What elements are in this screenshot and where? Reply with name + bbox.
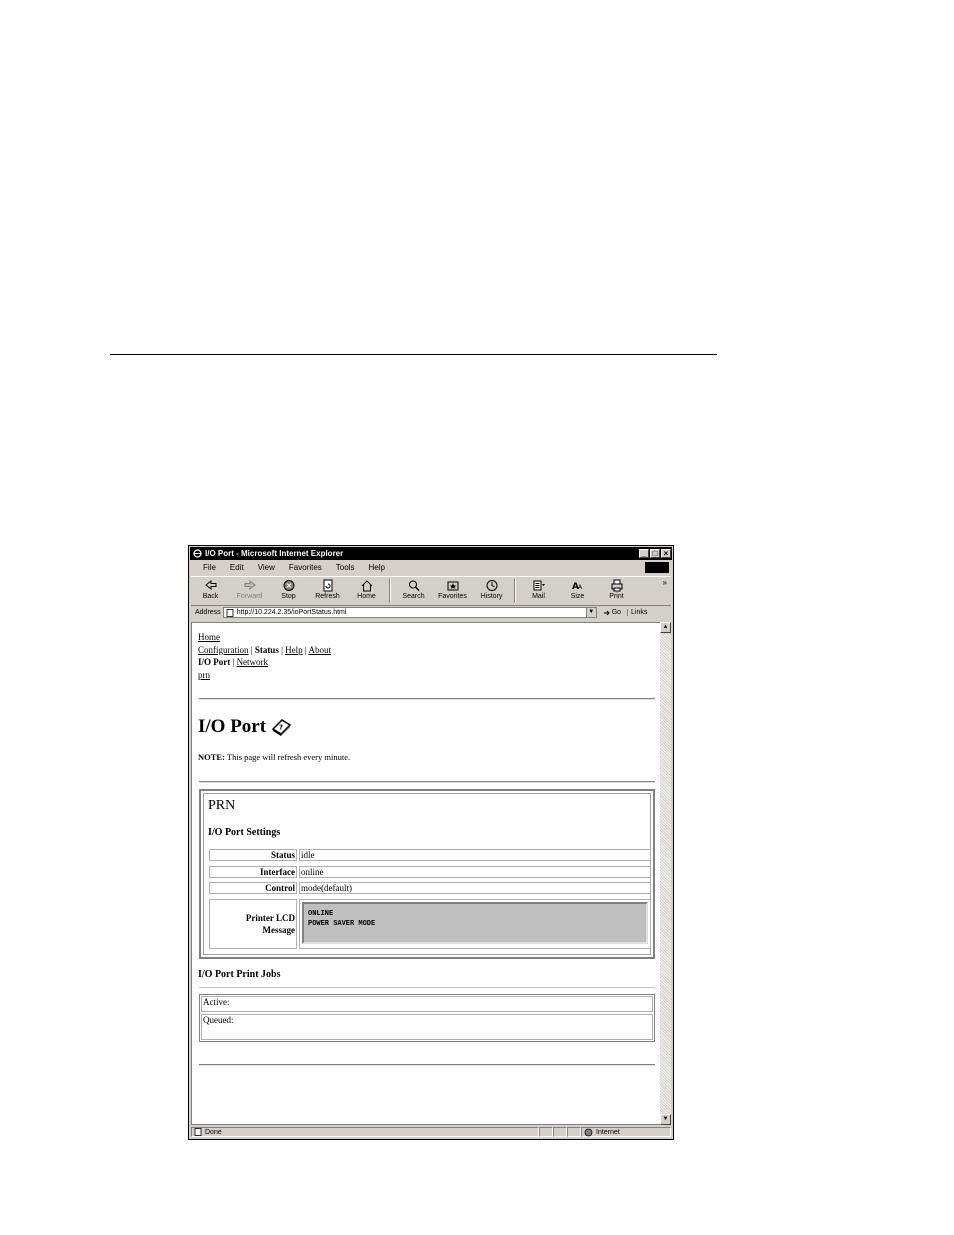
go-button[interactable]: Go (603, 609, 621, 617)
zone-text: Internet (596, 1128, 620, 1136)
window-title: I/O Port - Microsoft Internet Explorer (205, 549, 344, 558)
home-icon (360, 579, 374, 592)
menu-view[interactable]: View (257, 563, 275, 572)
scroll-up-icon[interactable]: ▲ (660, 622, 671, 633)
address-input[interactable] (223, 607, 597, 618)
address-bar (191, 606, 671, 619)
lcd-label (209, 899, 297, 949)
status-pane-empty (553, 1127, 567, 1137)
jobs-divider (199, 987, 655, 988)
go-arrow-icon (603, 609, 611, 617)
prn-panel (199, 789, 655, 959)
svg-text:A: A (577, 584, 582, 591)
breadcrumb-nav (198, 631, 331, 681)
print-jobs-table (199, 994, 655, 1042)
menu-bar (191, 561, 671, 574)
forward-button[interactable]: Forward (230, 577, 269, 600)
address-label: Address (195, 609, 221, 616)
status-text: Done (205, 1128, 222, 1136)
zone-pane (581, 1127, 671, 1137)
page-content (191, 622, 660, 1125)
windows-logo-icon (645, 562, 669, 573)
menu-help[interactable]: Help (368, 563, 385, 572)
nav-io-port-current: I/O Port (198, 657, 231, 667)
settings-heading: I/O Port Settings (208, 827, 281, 838)
refresh-icon (321, 579, 335, 592)
settings-row-control (209, 882, 651, 894)
scroll-down-icon[interactable]: ▼ (660, 1114, 671, 1125)
refresh-button[interactable]: Refresh (308, 577, 347, 600)
section-divider (199, 1064, 655, 1066)
queued-jobs-row (201, 1014, 653, 1040)
minimize-button[interactable]: _ (639, 549, 649, 558)
browser-window (188, 545, 674, 1140)
stop-icon (282, 579, 296, 592)
settings-row-interface (209, 866, 651, 878)
search-icon (407, 579, 421, 592)
refresh-note (198, 752, 350, 762)
mail-button[interactable]: Mail (519, 577, 558, 600)
mail-icon (532, 579, 546, 592)
interface-value: online (299, 866, 651, 878)
forward-arrow-icon (243, 579, 257, 592)
prn-panel-inner (203, 793, 651, 955)
close-button[interactable]: × (661, 549, 671, 558)
favorites-button[interactable]: Favorites (433, 577, 472, 600)
lcd-value-cell (299, 899, 651, 949)
print-button[interactable]: Print (597, 577, 636, 600)
back-button[interactable]: Back (191, 577, 230, 600)
history-icon (485, 579, 499, 592)
nav-status-current: Status (254, 644, 279, 655)
globe-icon (584, 1128, 593, 1137)
section-divider (199, 781, 655, 783)
section-divider (199, 698, 655, 700)
address-dropdown-icon[interactable]: ▼ (586, 608, 596, 617)
lcd-display (302, 902, 648, 944)
nav-separator: | (248, 644, 255, 655)
vertical-scrollbar[interactable] (660, 622, 671, 1125)
settings-row-status (209, 849, 651, 861)
page-icon (226, 609, 235, 617)
status-value: idle (299, 849, 651, 861)
svg-text:?: ? (279, 723, 284, 732)
nav-prn-link[interactable]: prn (198, 669, 210, 680)
interface-label: Interface (209, 866, 297, 878)
lcd-line-1: ONLINE (308, 910, 334, 918)
ie-logo-icon (192, 549, 202, 559)
nav-about-link[interactable]: About (308, 644, 331, 655)
control-label: Control (209, 882, 297, 894)
help-book-icon[interactable] (270, 717, 292, 737)
status-pane-empty (539, 1127, 553, 1137)
nav-configuration-link[interactable]: Configuration (198, 644, 249, 655)
maximize-button[interactable]: □ (650, 549, 660, 558)
history-button[interactable]: History (472, 577, 511, 600)
address-url: http://10.224.2.35/ioPortStatus.html (236, 609, 347, 616)
menu-file[interactable]: File (203, 563, 216, 572)
active-label: Active: (203, 997, 230, 1007)
lcd-line-2: POWER SAVER MODE (308, 920, 376, 928)
queued-label: Queued: (203, 1015, 234, 1025)
nav-separator: | (230, 657, 237, 667)
lcd-label-line-1: Printer LCD (245, 913, 295, 923)
prn-title: PRN (208, 798, 236, 813)
nav-network-link[interactable]: Network (236, 657, 269, 667)
menu-edit[interactable]: Edit (229, 563, 244, 572)
page-divider-line (110, 354, 717, 355)
title-bar[interactable] (190, 547, 672, 560)
toolbar-separator (389, 579, 391, 603)
page-done-icon (194, 1128, 203, 1136)
lcd-label-line-2: Message (262, 925, 295, 935)
toolbar (191, 576, 671, 606)
nav-separator: | (278, 644, 286, 655)
control-value: mode(default) (299, 882, 651, 894)
note-label: NOTE: (198, 752, 225, 762)
home-button[interactable]: Home (347, 577, 386, 600)
status-bar (191, 1126, 671, 1138)
menu-favorites[interactable]: Favorites (288, 563, 322, 572)
nav-separator: | (302, 644, 309, 655)
links-button[interactable]: Links (627, 609, 647, 616)
print-icon (610, 579, 624, 592)
search-button[interactable]: Search (394, 577, 433, 600)
note-text: This page will refresh every minute. (224, 752, 351, 762)
page-heading (198, 716, 292, 738)
toolbar-overflow-chevron-icon[interactable]: » (662, 578, 667, 587)
print-jobs-heading: I/O Port Print Jobs (198, 969, 281, 980)
status-pane (191, 1127, 539, 1137)
page-title: I/O Port (198, 716, 267, 737)
status-pane-empty (567, 1127, 581, 1137)
back-arrow-icon (204, 579, 218, 592)
status-label: Status (209, 849, 297, 861)
menu-tools[interactable]: Tools (335, 563, 355, 572)
stop-button[interactable]: Stop (269, 577, 308, 600)
settings-row-lcd (209, 899, 651, 949)
nav-home-link[interactable]: Home (198, 632, 220, 642)
active-jobs-row (201, 996, 653, 1012)
nav-help-link[interactable]: Help (285, 644, 303, 655)
size-button[interactable]: A A Size (558, 577, 597, 600)
font-size-icon (571, 579, 585, 592)
toolbar-separator (514, 579, 516, 603)
svg-text:A: A (571, 582, 579, 592)
favorites-icon (446, 579, 460, 592)
